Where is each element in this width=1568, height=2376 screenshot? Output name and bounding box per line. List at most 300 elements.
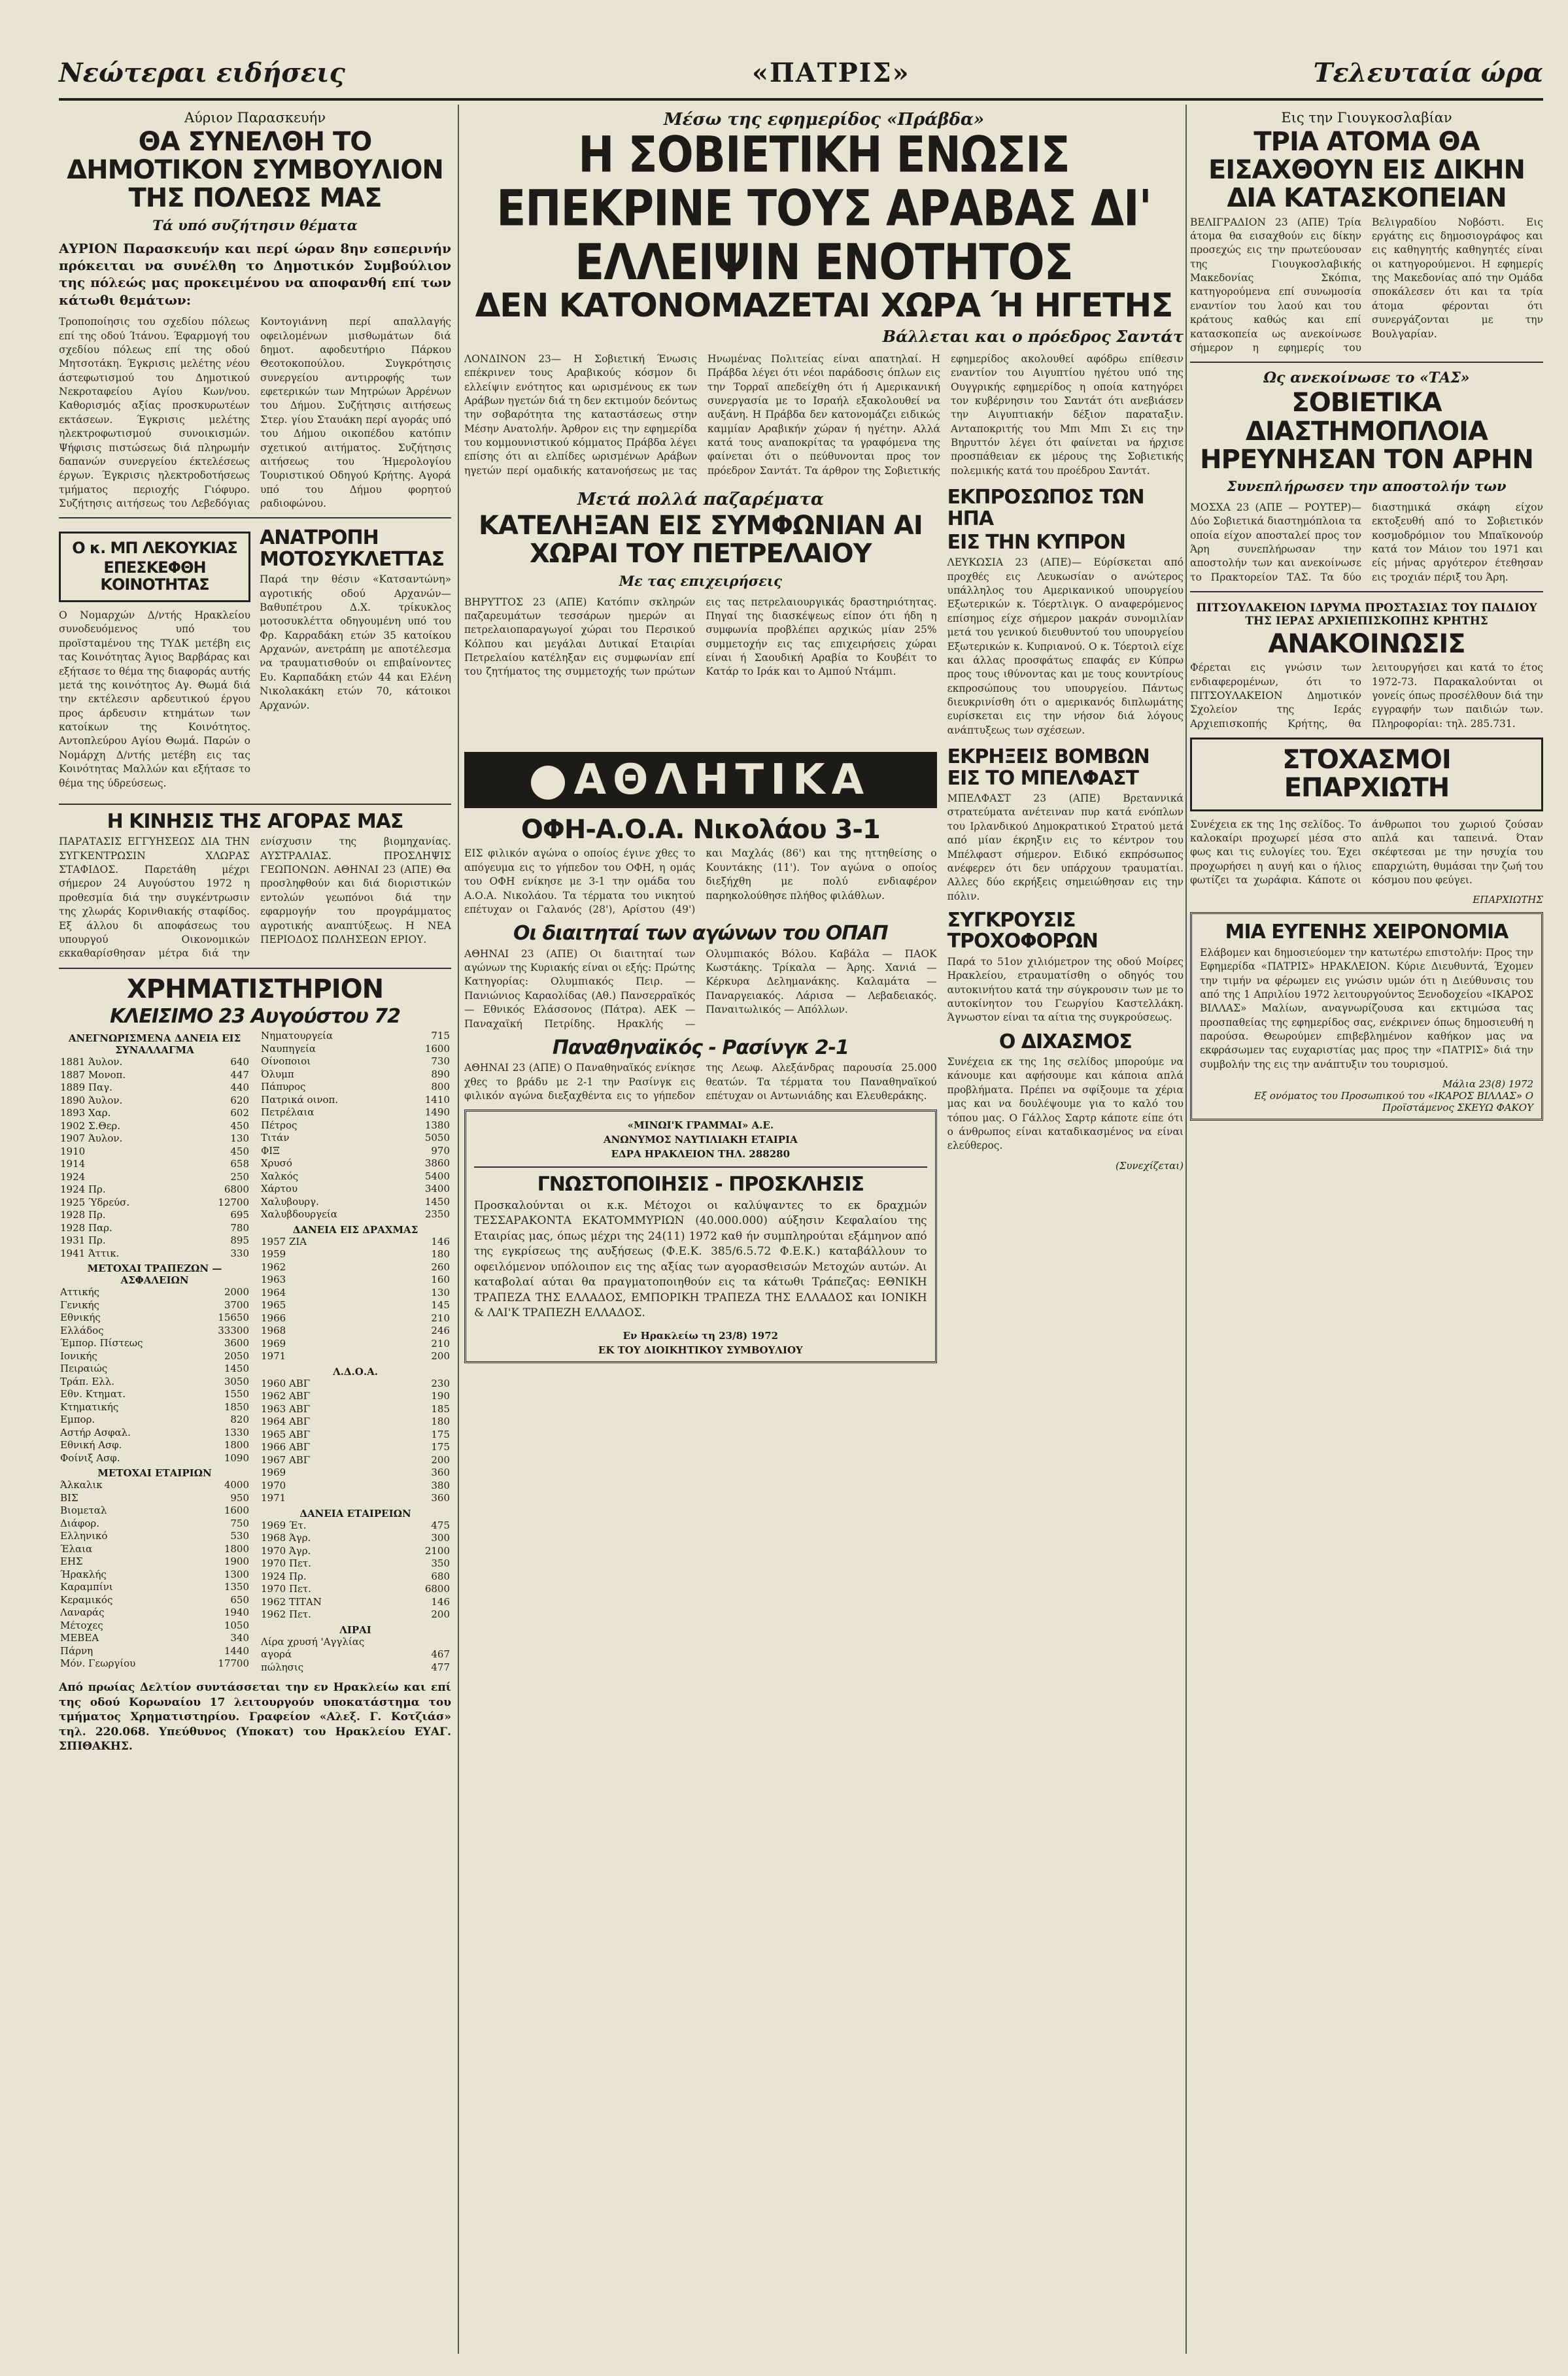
quote-value: 1490	[424, 1106, 450, 1119]
company-type: ΑΝΩΝΥΜΟΣ ΝΑΥΤΙΛΙΑΚΗ ΕΤΑΙΡΙΑ	[603, 1134, 798, 1146]
company-notice	[464, 1110, 937, 1363]
quote-label: Ελληνικό	[60, 1530, 108, 1542]
table-row	[59, 1337, 250, 1350]
quote-value: 2350	[424, 1208, 450, 1221]
letter-place: Μάλια 23(8) 1972	[1442, 1078, 1533, 1091]
separator	[59, 968, 451, 969]
quote-value: 1940	[224, 1606, 249, 1619]
table-row	[260, 1429, 451, 1442]
quote-label: 1970	[261, 1479, 286, 1491]
table-row	[59, 1234, 250, 1247]
quote-value: 130	[431, 1286, 450, 1298]
quote-value: 1600	[424, 1042, 450, 1055]
article-kicker: Εις την Γιουγκοσλαβίαν	[1281, 110, 1452, 126]
quote-value: 246	[431, 1325, 450, 1337]
quote-value: 1450	[424, 1195, 450, 1208]
quote-value: 200	[431, 1350, 450, 1363]
table-row	[260, 1648, 451, 1661]
quote-label: 1931 Πρ.	[60, 1234, 106, 1247]
article-subhead: Συνεπλήρωσεν την αποστολήν των	[1227, 477, 1507, 494]
article-subhead: Τά υπό συζήτησιν θέματα	[152, 216, 358, 233]
quote-label: πώλησις	[261, 1661, 304, 1673]
table-row	[59, 1581, 250, 1594]
quote-label: Κτηματικής	[60, 1400, 119, 1413]
quote-label: ΜΕΒΕΑ	[60, 1632, 99, 1644]
quote-label: Εμπορ.	[60, 1414, 95, 1426]
table-row	[59, 1158, 250, 1171]
quote-label: Οίνοποιοι	[261, 1055, 311, 1068]
quote-label: Ιονικής	[60, 1349, 97, 1362]
table-row	[260, 1043, 451, 1056]
table-row	[59, 1479, 250, 1492]
headline: Ο ΔΙΧΑΣΜΟΣ	[998, 1030, 1132, 1053]
quote-label: Πατρικά οινοπ.	[261, 1093, 339, 1106]
headline: ΕΚΡΗΞΕΙΣ ΒΟΜΒΩΝ ΕΙΣ ΤΟ ΜΠΕΛΦΑΣΤ	[947, 745, 1150, 790]
quote-value: 1450	[224, 1363, 249, 1375]
table-title: Λ.Δ.Ο.Α.	[333, 1365, 378, 1378]
quote-label: 1928 Πρ.	[60, 1209, 106, 1221]
table-row	[59, 1555, 250, 1569]
table-row	[59, 1363, 250, 1376]
quote-label: 1964	[261, 1286, 286, 1298]
quote-table	[59, 1286, 250, 1465]
quote-label: Εθνικής	[60, 1312, 101, 1324]
article-body: ΜΠΕΛΦΑΣΤ 23 (ΑΠΕ) Βρεταννικά στρατεύματα ανέτειναν πυρ κατά ενόπλων του Ιρλανδικού Δημοκρατικού Στρατού μετά από μίαν έκρηξιν εις το κέντρον του Μπέλφαστ σήμερον. Ειδικό εκπρόσωπος ανέφερεν ότι δεν υπάρχουν τραυματίαι. Αλλες δύο εκρήξεις σημειώθησαν εις την πόλιν.	[947, 792, 1184, 902]
table-row	[260, 1106, 451, 1119]
letter-closing: Εξ ονόματος του Προσωπικού του «ΙΚΑΡΟΣ ΒΙΛΛΑΣ» Ο Προϊστάμενος ΣΚΕΥΩ ΦΑΚΟΥ	[1253, 1090, 1533, 1114]
table-row	[59, 1388, 250, 1401]
table-row	[260, 1403, 451, 1416]
quote-value: 680	[431, 1570, 450, 1582]
quote-label: Πέτρος	[261, 1119, 298, 1131]
table-row	[260, 1454, 451, 1467]
quote-label: Χαλκός	[261, 1170, 299, 1182]
headline: ΜΙΑ ΕΥΓΕΝΗΣ ΧΕΙΡΟΝΟΜΙΑ	[1225, 921, 1508, 944]
table-row	[260, 1183, 451, 1196]
quote-value: 12700	[218, 1196, 249, 1208]
lead-headline-2: ΔΕΝ ΚΑΤΟΝΟΜΑΖΕΤΑΙ ΧΩΡΑ Ή ΗΓΕΤΗΣ	[475, 286, 1173, 324]
continued-note: (Συνεχίζεται)	[1115, 1159, 1184, 1172]
center-column	[464, 105, 1184, 2354]
lower-row	[464, 744, 1184, 1370]
quote-label: 1890 Άυλον.	[60, 1094, 123, 1106]
table-title: ΜΕΤΟΧΑΙ ΕΤΑΙΡΙΩΝ	[97, 1467, 212, 1480]
table-row	[260, 1261, 451, 1274]
quote-value: 650	[230, 1593, 249, 1606]
quote-value: 2000	[224, 1286, 249, 1298]
quote-value: 1850	[224, 1400, 249, 1413]
table-row	[59, 1401, 250, 1414]
quote-value: 730	[431, 1055, 450, 1068]
headline: ΟΦΗ-Α.Ο.Α. Νικολάου 3-1	[520, 815, 880, 845]
table-row	[260, 1287, 451, 1300]
table-row	[59, 1120, 250, 1133]
quote-value: 230	[431, 1377, 450, 1389]
table-row	[59, 1069, 250, 1082]
quote-label: 1970 Άγρ.	[261, 1544, 311, 1557]
separator	[59, 517, 451, 518]
quote-label: Μόν. Γεωργίου	[60, 1657, 136, 1670]
quote-label: Καραμπίνι	[60, 1581, 113, 1593]
table-row	[260, 1378, 451, 1391]
quote-label: 1969 Έτ.	[261, 1519, 307, 1531]
quote-label: 1924 Πρ.	[60, 1183, 106, 1196]
table-title: ΜΕΤΟΧΑΙ ΤΡΑΠΕΖΩΝ — ΑΣΦΑΛΕΙΩΝ	[87, 1263, 222, 1287]
quote-label: Λαναράς	[60, 1606, 105, 1619]
quote-value: 6800	[424, 1583, 450, 1595]
quote-value: 1410	[424, 1093, 450, 1106]
table-row	[260, 1570, 451, 1584]
quote-label: Χαλυβουργ.	[261, 1195, 319, 1208]
table-row	[59, 1414, 250, 1427]
quote-value: 1900	[224, 1555, 249, 1568]
headline-kicker: Ο κ. ΜΠ ΛΕΚΟΥΚΙΑΣ	[72, 539, 237, 558]
table-row	[260, 1119, 451, 1132]
quote-label: Ήρακλής	[60, 1568, 107, 1580]
quote-value: 1800	[224, 1542, 249, 1555]
table-row	[260, 1299, 451, 1312]
quote-label: Χάρτου	[261, 1183, 298, 1195]
quote-value: 200	[431, 1608, 450, 1621]
quote-label: Πειραιώς	[60, 1363, 108, 1375]
quote-label: 1925 Ύδρεύσ.	[60, 1196, 130, 1208]
table-row	[59, 1452, 250, 1465]
article-body: ΛΕΥΚΩΣΙΑ 23 (ΑΠΕ)— Εύρίσκεται από προχθές εις Λευκωσίαν ο ανώτερος υπάλληλος του Αμερικανικού υπουργείου Εξωτερικών κ. Τόερτλιγκ. Ο αναφερόμενος επίσημος είχε σήμερον μακράν συνομιλίαν μετά του γενικού διευθυντού του υπουργείου Εξωτερικών κ. Κυπριανού. Ο κ. Τόερτοιλ είχε και άλλας προσφάτως επαφάς εν Κύπρω προς τους ιθύνοντας και με τους κουντρίους εκπροσώπους του υπουργείου. Πάντως διευκρινίσθη ότι ο αμερικανός διπλωμάτης ευρίσκεται εις την νήσον διά λόγους ανάπτυξεως των σχέσεων.	[947, 556, 1184, 736]
table-row	[260, 1596, 451, 1609]
table-row	[59, 1439, 250, 1452]
quote-table	[260, 1030, 451, 1221]
article-body: Συνέχεια εκ της 1ης σελίδος. Το καλοκαίρι προχωρεί μέσα στο φως και τις ευλογίες του. Έχει προχωρήσει η αυγή και ο ήλιος φωτίζει τα χωράφια. Κάποτε οι άνθρωποι του χωριού ζούσαν απλά και ταπεινά. Όταν σκέφτεσαι με την ησυχία του επαρχιώτη, θυμάσαι την ζωή του κόσμου που φεύγει.	[1190, 818, 1543, 887]
quote-label: 1963	[261, 1274, 286, 1286]
quote-label: 1969	[261, 1337, 286, 1349]
quote-label: ΒΙΣ	[60, 1491, 78, 1504]
article-body: ΑΘΗΝΑΙ 23 (ΑΠΕ) Οι διαιτηταί των αγώνων της Κυριακής είναι οι εξής: Πρώτης Κατηγορίας: Ολυμπιακός Πειρ. — Πανιώνιος Καραολίδας (Αθ.) Πανσερραϊκός — Εθνικός Ελάσσονος (Πάτρα). ΑΕΚ — Παναχαϊκή Πετρίδης. Ηρακλής — Ολυμπιακός Βόλου. Καβάλα — ΠΑΟΚ Κωστάκης. Τρίκαλα — Άρης. Χανιά — Κέρκυρα Δελημανάκης. Καλαμάτα — Παναργειακός. Λάρισα — Λεβαδειακός. Παναιτωλικός — Απόλλων.	[464, 947, 937, 1030]
table-row	[260, 1145, 451, 1158]
masthead-left: Νεώτεραι ειδήσεις	[59, 58, 345, 88]
table-row	[59, 1056, 250, 1069]
table-row	[59, 1594, 250, 1607]
table-row	[59, 1222, 250, 1235]
quote-label: 1970 Πετ.	[261, 1557, 311, 1570]
headline: ΕΙΣ ΤΗΝ ΚΥΠΡΟΝ	[947, 530, 1126, 554]
headline-kicker: ΕΚΠΡΟΣΩΠΟΣ ΤΩΝ ΗΠΑ	[947, 486, 1144, 530]
table-row	[260, 1274, 451, 1287]
table-row	[260, 1480, 451, 1493]
quote-value: 360	[431, 1467, 450, 1479]
quote-value: 440	[230, 1081, 249, 1094]
table-row	[260, 1416, 451, 1429]
article-body: ΕΙΣ φιλικόν αγώνα ο οποίος έγινε χθες το απόγευμα εις το γήπεδον του ΟΦΗ, η ομάς του ΟΦΗ ενίκησε με 3-1 την ομάδα του Α.Ο.Α. Νικολάου. Τα τέρματα του νικητού επέτυχαν οι Γαλανός (28'), Αρίστου (49') και Μαχλάς (86') και της ηττηθείσης ο Κουντάκης (11'). Τον αγώνα ο οποίος διεξήχθη με πολύ ενδιαφέρον παρηκολούθησε πλήθος φιλάθλων.	[464, 847, 937, 915]
table-row	[260, 1196, 451, 1209]
table-row	[260, 1236, 451, 1249]
quote-value: 330	[230, 1247, 249, 1259]
quote-value	[419, 1636, 451, 1649]
table-row	[59, 1183, 250, 1196]
quote-label: 1959	[261, 1248, 286, 1261]
quote-value: 800	[431, 1081, 450, 1093]
quote-label: Εθν. Κτηματ.	[60, 1388, 126, 1400]
quote-label: Άλκαλικ	[60, 1479, 103, 1491]
article-signature: ΕΠΑΡΧΙΩΤΗΣ	[1473, 894, 1543, 906]
quote-label: 1957 ΖΙΑ	[261, 1235, 307, 1247]
quote-label: 1924 Πρ.	[261, 1570, 307, 1582]
quote-value: 1600	[224, 1504, 249, 1517]
quote-value: 1550	[224, 1388, 249, 1400]
table-row	[59, 1247, 250, 1261]
article-body: ΛΟΝΔΙΝΟΝ 23— Η Σοβιετική Ένωσις επέκρινεν τους Αραβικούς κόσμον δι ελλείψιν ενότητος και ωρισμένους εκ των Αράβων ηγετών διά τη δεν εκτιμούν δεόντως την σοβαρότητα της καταστάσεως στην Μέσην Ανατολήν. Άρθρον εις την εφημερίδα του κομμουνιστικού κόμματος Πράβδα λέγει επίσης ότι αι ελπίδες ωρισμένων Αράβων ηγετών περί ομαδικής κατανοήσεως με τας Ηνωμένας Πολιτείας είναι απατηλαί. Η Πράβδα λέγει ότι νέοι παράδοσις όπλων εις την Τορραϊ απεδείχθη ότι ή Αμερικανική συνεργασία με το Ισραήλ εξακολουθεί να αυξάνη. Η Πράβδα δεν κατονομάζει ειδικώς καμμίαν Αραβικήν χώραν ή ηγέτην. Αλλά κατά τους αναποκρίτας τα γραφόμενα της φαίνεται ότι ο πεύθυνονται προς τον πρόεδρον Σαντάτ. Τα άρθρον της Σοβιετικής εφημερίδος ακολουθεί αφόδρω επίθεσιν εναντίον του Αιγυπτίου ηγέτου υπό της Ουγγρικής εφημερίδος η οποία κατηγόρει τον κυβέρνησιν του Σαντάτ ότι ανεβιάσεν την Αιγυπτιακήν δέξιον παραταξιν. Ανταποκριτής του Μπι Μπι Σι εις την Βηρυττόν λέγει ότι φαίνεται να ήρχισε προσπάθειαν εκ μέρους της Σοβιετικής πολεμικής κατά του προέδρου Σαντάτ.	[464, 352, 1184, 477]
quote-value: 3050	[224, 1375, 249, 1387]
table-row	[59, 1350, 250, 1363]
quote-value: 467	[431, 1648, 450, 1661]
quote-value: 3700	[224, 1298, 249, 1311]
quote-label: 1941 Άττικ.	[60, 1247, 120, 1259]
quote-label: Βιομεταλ	[60, 1504, 107, 1517]
article-body: ΒΕΛΙΓΡΑΔΙΟΝ 23 (ΑΠΕ) Τρία άτομα θα εισαχθούν εις δίκην προσεχώς εις την πρωτεύουσαν της Γιουγκοσλαβικής Μακεδονίας Σκόπια, κατηγορούμενα επί συνωμοσία εναντίον του λαού και του κράτους καθώς και επί κατασκοπεία ως ανεκοίνωσε σήμερον η εφημερίς του Βελιγραδίου Νοβόστι. Εις εργάτης εις δημοσιογράφος και εις καθηγητής καθηγητές είναι οι κατηγορούμενοι. Η εφημερίς της Μακεδονίας από την Ομάδα σποκάλεσεν ότι και τα τρία άτομα φέρονται ότι συνεργάζονται με την Βουλγαρίαν.	[1190, 216, 1543, 354]
quote-value: 130	[230, 1132, 249, 1145]
table-row	[260, 1350, 451, 1363]
table-row	[59, 1209, 250, 1222]
table-row	[260, 1208, 451, 1221]
headline: ΚΑΤΕΛΗΞΑΝ ΕΙΣ ΣΥΜΦΩΝΙΑΝ ΑΙ ΧΩΡΑΙ ΤΟΥ ΠΕΤΡΕΛΑΙΟΥ	[478, 511, 923, 569]
quote-label: 1965 ΑΒΓ	[261, 1428, 311, 1440]
quote-value: 750	[230, 1517, 249, 1529]
quote-label: 1967 ΑΒΓ	[261, 1453, 311, 1466]
quote-table	[59, 1056, 250, 1260]
quote-label: Πάπυρος	[261, 1081, 306, 1093]
table-row	[59, 1081, 250, 1095]
article-body: ΑΘΗΝΑΙ 23 (ΑΠΕ) Ο Παναθηναϊκός ενίκησε χθες το βράδυ με 2-1 την Ρασίνγκ εις φιλικόν αγώνα διεξαχθέντα εις το γήπεδον της Λεωφ. Αλεξάνδρας παρουσία 25.000 θεατών. Τα τέρματα του Παναθηναϊκού επέτυχαν οι Αντωνιάδης και Ελευθεράκης.	[464, 1062, 937, 1102]
table-row	[260, 1157, 451, 1170]
table-row	[59, 1543, 250, 1556]
quote-value: 146	[431, 1595, 450, 1608]
quote-value: 360	[431, 1492, 450, 1504]
quote-value: 1800	[224, 1439, 249, 1451]
quote-label: 1910	[60, 1145, 86, 1157]
quote-label: 1964 ΑΒΓ	[261, 1416, 311, 1428]
sports-banner	[464, 752, 937, 808]
market-footer: Από πρωίας Δελτίον συντάσσεται την εν Ηρακλείω και επί της οδού Κορωναίου 17 λειτουργούν υποκατάστημα του τμήματος Χρηματιστηρίου. Γραφείον «Αλεξ. Γ. Κοτζιάσ» τηλ. 220.068. Υπεύθυνος (Υποκατ) του Ηρακλείου ΕΥΑΓ. ΣΠΙΘΑΚΗΣ.	[59, 1681, 451, 1754]
quote-value: 820	[230, 1414, 249, 1426]
table-row	[59, 1569, 250, 1582]
quote-label: 1962 Πετ.	[261, 1608, 311, 1621]
quote-label: Χαλυβδουργεία	[261, 1208, 337, 1221]
quote-label: 1971	[261, 1492, 286, 1504]
article-body: Παρά την θέσιν «Κατσαντώνη» αγροτικής οδού Αρχανών—Βαθυπέτρου Δ.Χ. τρίκυκλος μοτοσυκλέττα οδηγουμένη υπό του Φρ. Καρραδάκη ετών 35 κατοίκου Αρχανών, ανετράπη με αποτέλεσμα να τραυματισθούν οι επιβαίνοντες Ευ. Καρπαδάκη ετών 44 και Ελένη Νικολακάκη ετών 70, κάτοικοι Αρχανών.	[260, 573, 451, 711]
headline: ΣΤΟΧΑΣΜΟΙ ΕΠΑΡΧΙΩΤΗ	[1282, 745, 1451, 804]
headline: ΣΥΓΚΡΟΥΣΙΣ ΤΡΟΧΟΦΟΡΩΝ	[947, 909, 1098, 953]
letter-box	[1190, 912, 1543, 1121]
quote-value: 620	[230, 1094, 249, 1106]
table-row	[260, 1055, 451, 1068]
quote-value: 200	[431, 1453, 450, 1466]
quote-value: 33300	[218, 1324, 249, 1336]
table-row	[260, 1661, 451, 1674]
quote-value: 890	[431, 1068, 450, 1080]
quote-value: 160	[431, 1274, 450, 1286]
quote-label: Διάφορ.	[60, 1517, 99, 1529]
quote-value: 2050	[224, 1349, 249, 1362]
quote-value: 1090	[224, 1451, 249, 1464]
table-row	[59, 1376, 250, 1389]
table-row	[59, 1606, 250, 1620]
left-column	[59, 105, 451, 2354]
company-name: «ΜΙΝΩΙ'Κ ΓΡΑΜΜΑΙ» Α.Ε.	[627, 1119, 774, 1132]
quote-value: 695	[230, 1209, 249, 1221]
table-row	[59, 1657, 250, 1671]
sports-banner-text: ΑΘΛΗΤΙΚΑ	[573, 756, 871, 805]
separator	[59, 804, 451, 805]
headline: ΕΠΕΣΚΕΦΘΗ ΚΟΙΝΟΤΗΤΑΣ	[100, 558, 209, 594]
table-row	[59, 1620, 250, 1633]
notice-body: Προσκαλούνται οι κ.κ. Μέτοχοι οι καλύψαντες το εκ δραχμών ΤΕΣΣΑΡΑΚΟΝΤΑ ΕΚΑΤΟΜΜΥΡΙΩΝ (40.000.000) αύξησιν Κεφαλαίου της Εταιρίας μας, όπως μέχρι της 24(11) 1972 καθ ήν συμπληρούται εξάμηνον από της εγκρίσεως της αυξήσεως (Φ.Ε.Κ. 385/6.5.72 Φ.Ε.Κ.) καταβάλλουν το οφειλόμενον υπόλοιπον εις της αξίας των αγορασθεισών Μετοχών αυτών. Αι καταβολαί αύται θα πραγματοποιηθούν εις τα κάτωθι Τράπεζας: ΕΘΝΙΚΗ ΤΡΑΠΕΖΑ ΤΗΣ ΕΛΛΑΔΟΣ, ΕΜΠΟΡΙΚΗ ΤΡΑΠΕΖΑ ΤΗΣ ΕΛΛΑΔΟΣ και ΙΟΝΙΚΗ & ΛΑΙ'Κ ΤΡΑΠΕΖΗ ΕΛΛΑΔΟΣ.	[474, 1198, 927, 1319]
table-row	[59, 1645, 250, 1658]
table-row	[260, 1081, 451, 1094]
table-row	[260, 1545, 451, 1558]
table-row	[260, 1532, 451, 1545]
quote-label: 1914	[60, 1158, 86, 1170]
column-rule	[458, 105, 459, 2354]
table-row	[59, 1492, 250, 1505]
quote-value: 950	[230, 1491, 249, 1504]
quote-label: 1902 Σ.Θερ.	[60, 1119, 120, 1132]
quote-label: 1968 Άγρ.	[261, 1532, 311, 1544]
quote-value: 180	[431, 1248, 450, 1261]
quote-value: 210	[431, 1312, 450, 1324]
quote-label: 1971	[261, 1350, 286, 1363]
quote-value: 190	[431, 1390, 450, 1402]
quote-value: 146	[431, 1235, 450, 1247]
quote-value: 5050	[424, 1132, 450, 1144]
quote-value: 3860	[424, 1157, 450, 1170]
quote-label: Νηματουργεία	[261, 1030, 333, 1042]
quote-label: 1893 Χαρ.	[60, 1107, 111, 1119]
quote-label: Έλαια	[60, 1542, 93, 1555]
headline: Η ΚΙΝΗΣΙΣ ΤΗΣ ΑΓΟΡΑΣ ΜΑΣ	[107, 809, 403, 833]
quote-label: 1881 Άυλον.	[60, 1056, 123, 1068]
headline: Παναθηναϊκός - Ρασίνγκ 2-1	[552, 1036, 849, 1059]
quote-value: 175	[431, 1441, 450, 1453]
quote-label: Πετρέλαια	[261, 1106, 315, 1119]
notice-title: ΓΝΩΣΤΟΠΟΙΗΣΙΣ - ΠΡΟΣΚΛΗΣΙΣ	[537, 1173, 864, 1196]
table-row	[260, 1338, 451, 1351]
quote-label: ΦΙΞ	[261, 1144, 280, 1157]
boxed-headline	[59, 532, 250, 602]
table-row	[260, 1557, 451, 1570]
boxed-headline	[1190, 738, 1543, 811]
quote-value: 380	[431, 1479, 450, 1491]
table-row	[59, 1196, 250, 1210]
table-title: ΛΙΡΑΙ	[339, 1623, 371, 1636]
column-rule	[1185, 105, 1187, 2354]
quote-label: Χρυσό	[261, 1157, 292, 1170]
quote-value: 6800	[224, 1183, 249, 1196]
table-row	[260, 1636, 451, 1649]
quote-label: Τράπ. Ελλ.	[60, 1375, 115, 1387]
table-row	[59, 1312, 250, 1325]
table-row	[260, 1441, 451, 1454]
quote-value: 1350	[224, 1581, 249, 1593]
quote-value: 450	[230, 1145, 249, 1157]
quote-label: Φοίνιξ Ασφ.	[60, 1451, 120, 1464]
quote-value: 3400	[424, 1183, 450, 1195]
quote-value: 180	[431, 1416, 450, 1428]
quote-label: Όλυμπ	[261, 1068, 294, 1080]
quote-label: Γενικής	[60, 1298, 99, 1311]
table-title: ΔΑΝΕΙΑ ΕΤΑΙΡΕΙΩΝ	[299, 1507, 411, 1519]
article-subhead: Βάλλεται και ο πρόεδρος Σαντάτ	[882, 326, 1184, 346]
article-kicker: Αύριον Παρασκευήν	[184, 110, 326, 126]
table-row	[59, 1171, 250, 1184]
quote-value: 2100	[424, 1544, 450, 1557]
separator	[1190, 362, 1543, 363]
table-row	[260, 1519, 451, 1533]
table-row	[59, 1504, 250, 1518]
quote-value: 530	[230, 1530, 249, 1542]
quote-label: 1887 Μονοπ.	[60, 1068, 126, 1081]
quote-label: Ελλάδος	[60, 1324, 104, 1336]
quote-label: Εθνική Ασφ.	[60, 1439, 122, 1451]
masthead-right: Τελευταία ώρα	[1313, 58, 1543, 88]
quote-label: Τιτάν	[261, 1132, 290, 1144]
quote-label: Λίρα χρυσή 'Αγγλίας	[261, 1635, 365, 1648]
quote-value: 4000	[224, 1479, 249, 1491]
quote-value: 175	[431, 1428, 450, 1440]
table-row	[59, 1146, 250, 1159]
quote-value: 970	[431, 1144, 450, 1157]
quote-value: 350	[431, 1557, 450, 1570]
notice-body: Φέρεται εις γνώσιν των ενδιαφερομένων, ότι το ΠΙΤΣΟΥΛΑΚΕΙΟΝ Δημοτικόν Σχολείον της Ιεράς Αρχιεπισκοπής Κρήτης, θα λειτουργήσει και κατά το έτος 1972-73. Παρακαλούνται οι γονείς όπως προσέλθουν διά την εγγραφήν των παιδιών των. Πληροφορίαι: τηλ. 285.731.	[1190, 662, 1543, 730]
separator	[1190, 591, 1543, 592]
notice-header: ΠΙΤΣΟΥΛΑΚΕΙΟΝ ΙΔΡΥΜΑ ΠΡΟΣΤΑΣΙΑΣ ΤΟΥ ΠΑΙΔΙΟΥ ΤΗΣ ΙΕΡΑΣ ΑΡΧΙΕΠΙΣΚΟΠΗΣ ΚΡΗΤΗΣ	[1196, 602, 1537, 628]
article-body: Παρά το 51ον χιλιόμετρον της οδού Μοίρες Ηρακλείου, ετραυματίσθη ο οδηγός του αυτοκινήτου κατά την σύγκρουσιν των με το αυτοκίνητον του Γεωργίου Καστελλάκη. Άγνωστον είναι τα αίτια της συγκρούσεως.	[947, 955, 1184, 1024]
article-body: ΠΑΡΑΤΑΣΙΣ ΕΓΓΥΗΣΕΩΣ ΔΙΑ ΤΗΝ ΣΥΓΚΕΝΤΡΩΣΙΝ ΧΛΩΡΑΣ ΣΤΑΦΙΔΟΣ. Παρετάθη μέχρι σήμερον 24 Αυγούστου 1972 η προθεσμία διά την συγκέντρωσιν της χλωράς Κορινθιακής σταφίδος. Εξ άλλου δι αποφάσεως του υπουργού Οικονομικών εκκαθαρίσθησαν μέτρα διά την ενίσχυσιν της βιομηχανίας. ΑΥΣΤΡΑΛΙΑΣ. ΠΡΟΣΛΗΨΙΣ ΓΕΩΠΟΝΩΝ. ΑΘΗΝΑΙ 23 (ΑΠΕ) Θα προσληφθούν και διά διοριστικών εντολών γεωπόνοι διά την εφαρμογήν του προγράμματος αγροτικής αναπτύξεως. Η ΝΕΑ ΠΕΡΙΟΔΟΣ ΠΩΛΗΣΕΩΝ ΕΡΙΟΥ.	[59, 836, 451, 960]
market-tables	[59, 1030, 451, 1674]
quote-label: 1968	[261, 1325, 286, 1337]
quote-label: 1966 ΑΒΓ	[261, 1441, 311, 1453]
article-lead: ΑΥΡΙΟΝ Παρασκευήν και περί ώραν 8ην εσπερινήν πρόκειται να συνέλθη το Δημοτικόν Συμβούλιον της πόλεώς μας προκειμένου να αποφανθή επί των κάτωθι θεμάτων:	[59, 240, 451, 308]
quote-value: 780	[230, 1221, 249, 1234]
table-row	[260, 1170, 451, 1183]
table-row	[59, 1632, 250, 1645]
quote-value: 715	[431, 1030, 450, 1042]
quote-value: 1380	[424, 1119, 450, 1131]
table-row	[260, 1390, 451, 1403]
table-row	[59, 1299, 250, 1312]
article-body: Τροποποίησις του σχεδίου πόλεως επί της οδού Ίτάνου. Έφαρμογή του σχεδίου πόλεως επί της οδού Μητσοτάκη. Έγκρισις μελέτης νέου άστεφωτισμού του Δημοτικού Νεκροταφείου Αγίου Κων/νου. Καθορισμός αξίας προσκυρωτέων εκτάσεων. Έγκρισις μελέτης ηλεκτροφωτισμού συνοικισμών. Ψήφισις πιστώσεως διά πληρωμήν δαπανών συνεργείου έκτελέσεως έργων. Έγκρισις ηλεκτροδοτήσεως τμήματος περιοχής Γιόφυρο. Συζήτησις αιτήσεως του Λεβεδόγιας Κοντογιάννη περί απαλλαγής οφειλομένων μισθωμάτων διά δημοτ. αφοδευτήριο Πάρκου Θεοτοκοπούλου. Συγκρότησις συνεργείου αντιρροφής των εφετερικών των Μητρώων Άρρένων του Δήμου. Συζήτησις αιτήσεως Στερ. γίου Σταυάκη περί αγοράς υπό του Δήμου οικοπέδου κατόπιν σχετικού αιτήματος. Συζήτησις αιτήσεως του Ήμερολογίου Τουριστικού Οδηγού Κρήτης. Αγορά υπό του Δήμου φορητού ραδιοφώνου.	[59, 316, 451, 509]
table-row	[59, 1132, 250, 1146]
table-row	[59, 1427, 250, 1440]
market-date: ΚΛΕΙΣΙΜΟ 23 Αυγούστου 72	[109, 1004, 401, 1028]
quote-value: 145	[431, 1299, 450, 1312]
quote-label: Πάρνη	[60, 1644, 94, 1657]
quote-value: 340	[230, 1632, 249, 1644]
letter-body: Ελάβομεν και δημοσιεύομεν την κατωτέρω επιστολήν: Προς την Εφημερίδα «ΠΑΤΡΙΣ» ΗΡΑΚΛΕΙΟΝ. Κύριε Διευθυντά, Έχομεν την τιμήν να φέρωμεν εις γνώσιν υμών ότι η Διεύθυνσις του από της 1 Απριλίου 1972 λειτουργούντος Ξενοδοχείου «ΙΚΑΡΟΣ ΒΙΛΛΑΣ» Μαλίων, αναγνωρίζουσα και εκτιμώσα τας προσπαθείας της εφημερίδος σας, ενέκρινεν όπως δημοσιευθή η παρούσα. Θεωρούμεν επιβεβλημένον καθήκον μας να εκφράσωμεν τας ευχαριστίας μας προς την «ΠΑΤΡΙΣ» διά την συμβολήν της εις την ανάπτυξιν του τουρισμού.	[1200, 946, 1533, 1070]
quote-label: ΕΗΣ	[60, 1555, 83, 1568]
headline: Οι διαιτηταί των αγώνων του ΟΠΑΠ	[513, 922, 888, 945]
quote-table	[260, 1236, 451, 1363]
quote-label: Αστήρ Ασφαλ.	[60, 1426, 131, 1438]
table-title: ΑΝΕΓΝΩΡΙΣΜΕΝΑ ΔΑΝΕΙΑ ΕΙΣ ΣΥΝΑΛΛΑΓΜΑ	[68, 1032, 241, 1057]
quote-table	[59, 1479, 250, 1671]
quote-value: 17700	[218, 1657, 249, 1670]
quote-label: 1928 Παρ.	[60, 1221, 112, 1234]
quote-value: 1440	[224, 1644, 249, 1657]
table-row	[260, 1248, 451, 1261]
quote-value: 640	[230, 1056, 249, 1068]
article-body: ΒΗΡΥΤΤΟΣ 23 (ΑΠΕ) Κατόπιν σκληρών παζαρευμάτων τεσσάρων ημερών αι πετρελαιοπαραγωγοί χώραι του Περσικού Κόλπου και μεγάλαι Δυτικαί Εταιρίαι Πετρελαίου κατέληξαν εις συμφωνίαν επί του ζητήματος της συμμετοχής των πρώτων εις τας πετρελαιουργικάς δραστηριότητας. Πηγαί της διασκέψεως είπον ότι ήδη η συμφωνία προβλέπει αρχικώς μίαν 25% συμμετοχήν εις τας επιχειρήσεις χώραι είναι ή Σαουδική Αραβία το Κουβέιτ το Κατάρ το Ιράκ και το Αμπού Ντάμπι.	[464, 596, 937, 678]
table-row	[59, 1518, 250, 1531]
table-row	[260, 1094, 451, 1107]
